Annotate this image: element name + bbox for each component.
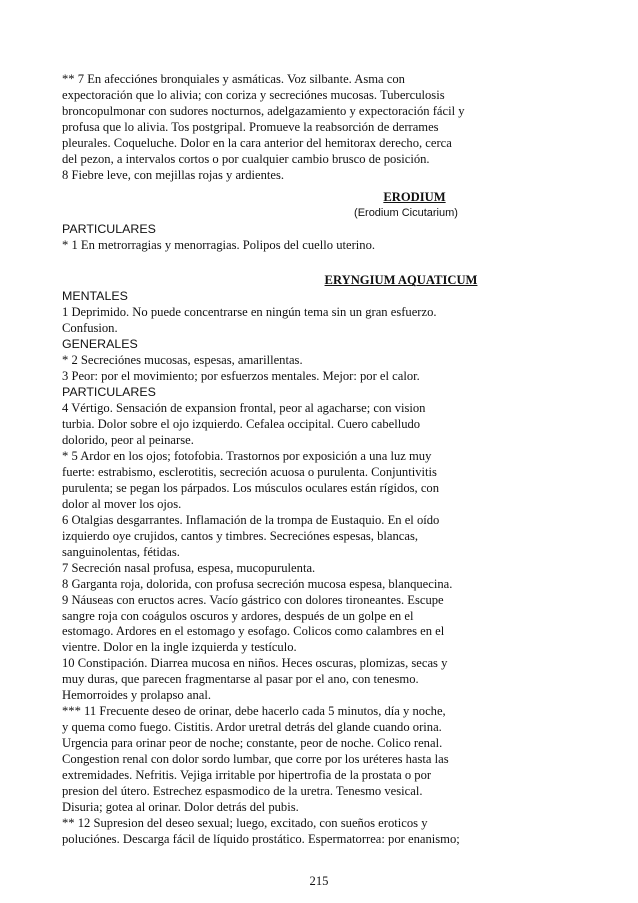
section-heading: MENTALES (62, 289, 128, 304)
text-line: 8 Garganta roja, dolorida, con profusa secreción mucosa espesa, blanquecina. (62, 576, 453, 591)
text-line: 3 Peor: por el movimiento; por esfuerzos mentales. Mejor: por el calor. (62, 369, 420, 384)
text-line: profusa que lo alivia. Tos postgripal. Promueve la reabsorción de derrames (62, 119, 439, 134)
text-line: turbia. Dolor sobre el ojo izquierdo. Cefalea occipital. Cuero cabelludo (62, 417, 421, 432)
text-line: Urgencia para orinar peor de noche; constante, peor de noche. Colico renal. (62, 736, 443, 751)
text-line: pleurales. Coqueluche. Dolor en la cara anterior del hemitorax derecho, cerca (62, 135, 452, 150)
text-line: sangre roja con coágulos oscuros y ardores, después de un golpe en el (62, 608, 414, 623)
text-line: 6 Otalgias desgarrantes. Inflamación de la trompa de Eustaquio. En el oído (62, 512, 440, 527)
remedy-title-eryngium: ERYNGIUM AQUATICUM (324, 273, 478, 288)
text-line: estomago. Ardores en el estomago y esofago. Colicos como calambres en el (62, 624, 445, 639)
text-line: ** 12 Supresion del deseo sexual; luego, excitado, con sueños eroticos y (62, 815, 428, 830)
section-eryngium (62, 289, 582, 847)
text-line: 10 Constipación. Diarrea mucosa en niños. Heces oscuras, plomizas, secas y (62, 656, 448, 671)
text-line: muy duras, que parecen fragmentarse al pasar por el ano, con tenesmo. (62, 672, 419, 687)
text-line: 8 Fiebre leve, con mejillas rojas y ardientes. (62, 167, 285, 182)
section-heading-particulares: PARTICULARES (62, 221, 156, 236)
text-line: 1 Deprimido. No puede concentrarse en ningún tema sin un gran esfuerzo. (62, 305, 437, 320)
text-line: izquierdo oye crujidos, cantos y timbres. Secreciónes espesas, blancas, (62, 528, 419, 543)
text-line: poluciónes. Descarga fácil de líquido prostático. Espermatorrea: por enanismo; (62, 831, 460, 846)
section-heading: GENERALES (62, 337, 138, 352)
text-line: dolorido, peor al peinarse. (62, 433, 194, 448)
text-line: fuerte: estrabismo, esclerotitis, secreción acuosa o purulenta. Conjuntivitis (62, 464, 437, 479)
text-line: purulenta; se pegan los párpados. Los músculos oculares están rígidos, con (62, 480, 440, 495)
text-line: * 5 Ardor en los ojos; fotofobia. Trastornos por exposición a una luz muy (62, 448, 432, 463)
text-line: vientre. Dolor en la ingle izquierda y testículo. (62, 640, 297, 655)
text-line: Disuria; gotea al orinar. Dolor detrás del pubis. (62, 799, 299, 814)
text-line: expectoración que lo alivia; con coriza y secreciónes mucosas. Tuberculosis (62, 87, 445, 102)
text-line: * 2 Secreciónes mucosas, espesas, amarillentas. (62, 353, 303, 368)
text-line: y quema como fuego. Cistitis. Ardor uretral detrás del glande cuando orina. (62, 720, 442, 735)
text-line: 4 Vértigo. Sensación de expansion frontal, peor al agacharse; con vision (62, 401, 426, 416)
text-line: Confusion. (62, 321, 118, 336)
text-line: 9 Náuseas con eructos acres. Vacío gástrico con dolores tironeantes. Escupe (62, 592, 444, 607)
remedy-title-erodium: ERODIUM (383, 189, 446, 204)
text-line: Congestion renal con dolor sordo lumbar, que corre por los uréteres hasta las (62, 752, 449, 767)
text-line: sanguinolentas, fétidas. (62, 544, 180, 559)
page-content (62, 72, 582, 848)
remedy-subtitle-erodium: (Erodium Cicutarium) (354, 206, 458, 219)
text-line: broncopulmonar con sudores nocturnos, adelgazamiento y expectoración fácil y (62, 103, 465, 118)
text-line: 7 Secreción nasal profusa, espesa, mucopurulenta. (62, 560, 316, 575)
page-number: 215 (309, 874, 329, 888)
section-heading: PARTICULARES (62, 385, 156, 400)
text-line: dolor al mover los ojos. (62, 496, 182, 511)
text-line: * 1 En metrorragias y menorragias. Polipos del cuello uterino. (62, 237, 376, 252)
text-line: del pezon, a intervalos cortos o por cualquier cambio brusco de posición. (62, 151, 430, 166)
text-line: presion del útero. Estrechez espasmodico de la uretra. Tenesmo vesical. (62, 783, 423, 798)
text-line: *** 11 Frecuente deseo de orinar, debe hacerlo cada 5 minutos, día y noche, (62, 704, 446, 719)
text-line: ** 7 En afecciónes bronquiales y asmáticas. Voz silbante. Asma con (62, 72, 405, 86)
text-line: extremidades. Nefritis. Vejiga irritable por hipertrofia de la prostata o por (62, 768, 432, 783)
text-line: Hemorroides y prolapso anal. (62, 688, 211, 703)
section-previous-remedy (62, 72, 582, 184)
